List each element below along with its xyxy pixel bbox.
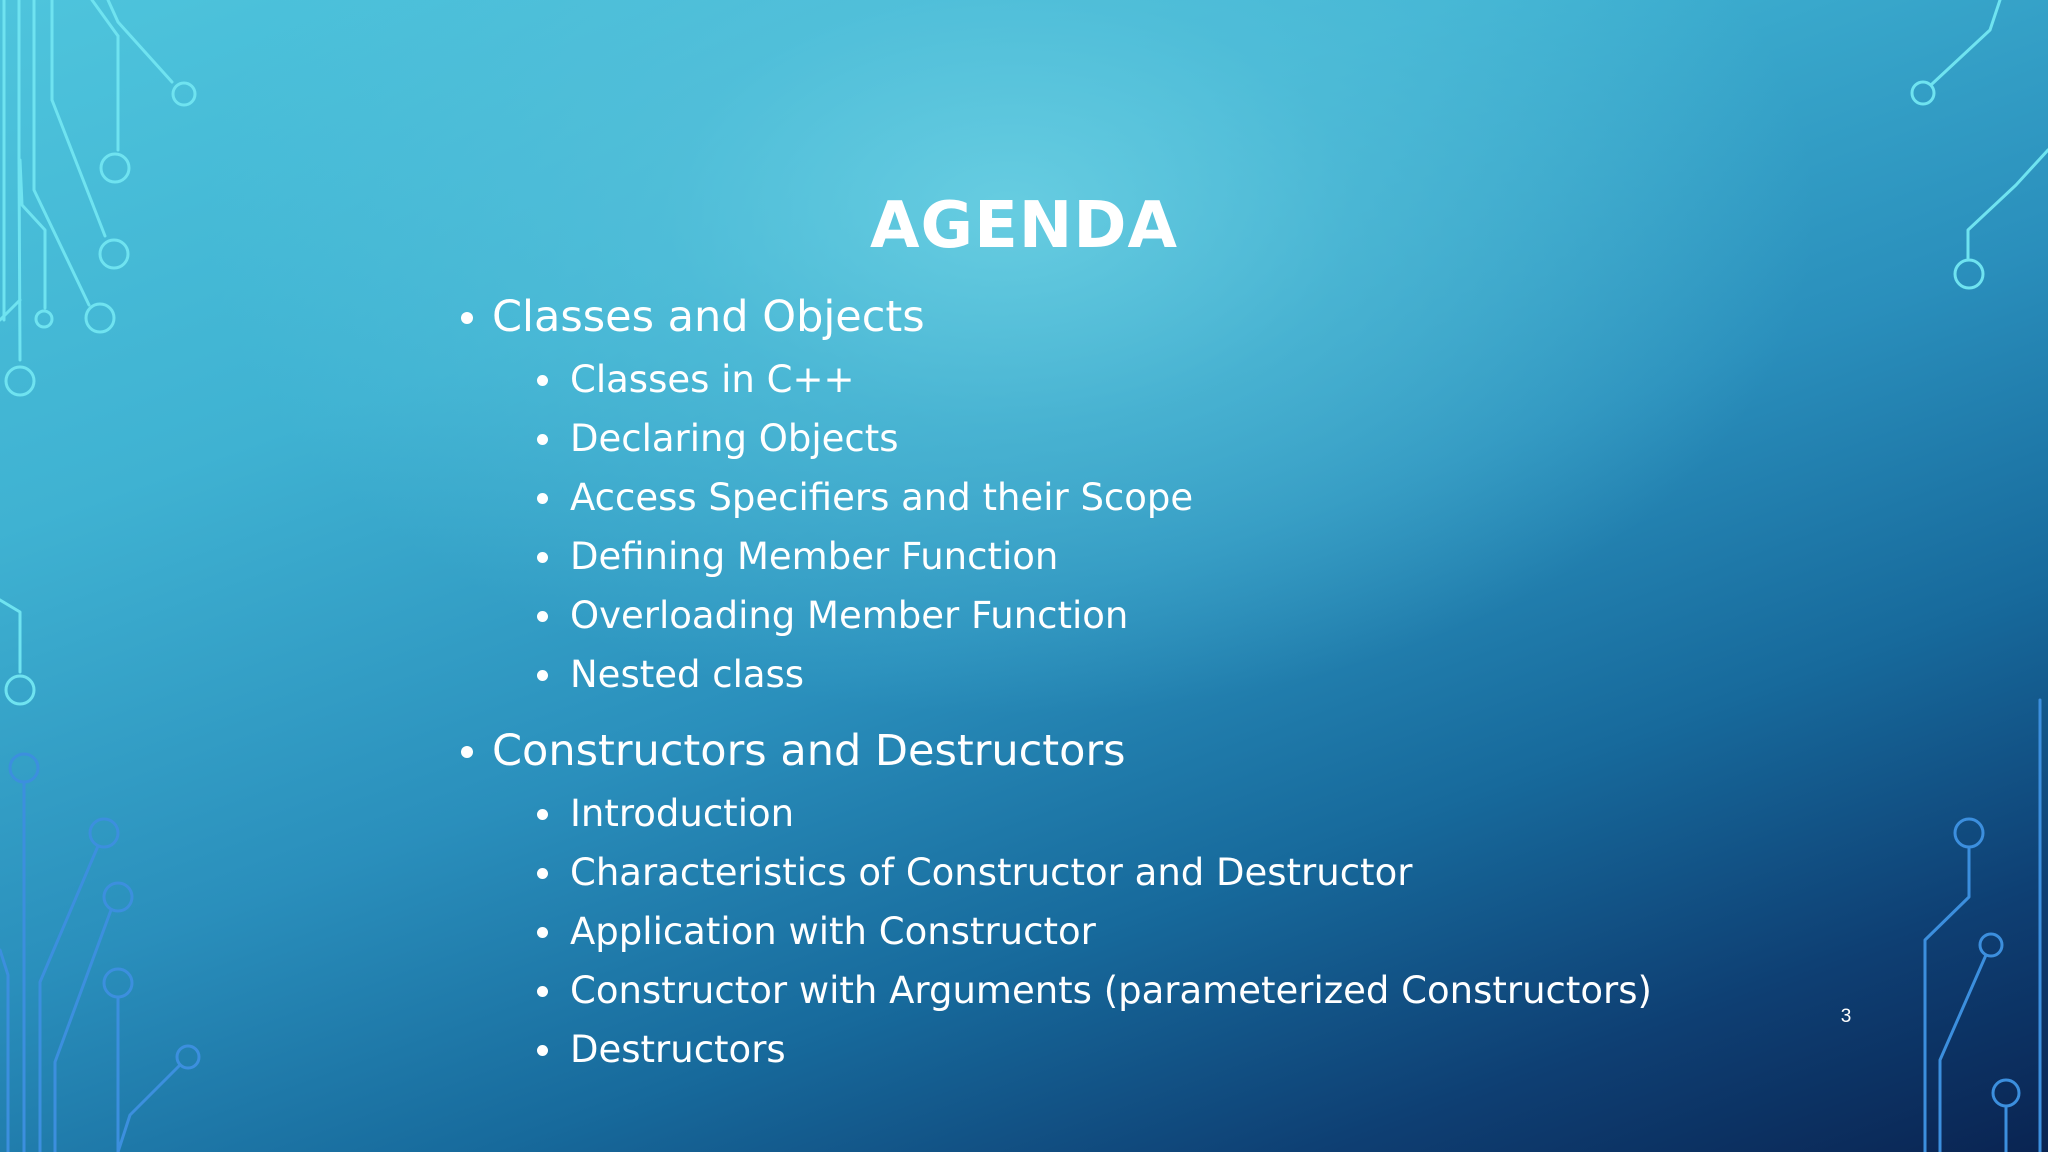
slide-title: AGENDA xyxy=(870,189,1178,263)
bullet-dot-icon xyxy=(461,312,473,324)
subitem-text: Access Specifiers and their Scope xyxy=(570,476,1194,519)
agenda-subitem xyxy=(570,969,1652,1012)
subitem-text: Nested class xyxy=(570,653,805,696)
bullet-dot-icon xyxy=(537,670,548,681)
agenda-subitem xyxy=(570,535,1058,578)
bullet-dot-icon xyxy=(537,927,548,938)
page-number: 3 xyxy=(1840,1006,1852,1027)
agenda-subitem xyxy=(570,594,1128,637)
subitem-text: Constructor with Arguments (parameterized Constructors) xyxy=(570,969,1652,1012)
agenda-subitem xyxy=(570,1028,786,1071)
bullet-dot-icon xyxy=(537,868,548,879)
section-heading-text: Constructors and Destructors xyxy=(492,726,1126,776)
agenda-subitem xyxy=(570,851,1412,894)
bullet-dot-icon xyxy=(537,493,548,504)
subitem-text: Defining Member Function xyxy=(570,535,1059,578)
agenda-subitem xyxy=(570,792,794,835)
subitem-text: Declaring Objects xyxy=(570,417,899,460)
section-heading-text: Classes and Objects xyxy=(492,292,925,342)
agenda-section-heading xyxy=(492,726,1126,776)
agenda-subitem xyxy=(570,476,1193,519)
bullet-dot-icon xyxy=(537,986,548,997)
agenda-subitem xyxy=(570,417,899,460)
subitem-text: Overloading Member Function xyxy=(570,594,1129,637)
bullet-dot-icon xyxy=(537,552,548,563)
subitem-text: Classes in C++ xyxy=(570,358,855,401)
subitem-text: Destructors xyxy=(570,1028,786,1071)
agenda-subitem xyxy=(570,358,854,401)
bullet-dot-icon xyxy=(537,809,548,820)
subitem-text: Characteristics of Constructor and Destructor xyxy=(570,851,1413,894)
bullet-dot-icon xyxy=(537,375,548,386)
bullet-dot-icon xyxy=(537,1045,548,1056)
subitem-text: Application with Constructor xyxy=(570,910,1096,953)
agenda-subitem xyxy=(570,910,1096,953)
bullet-dot-icon xyxy=(537,611,548,622)
bullet-dot-icon xyxy=(537,434,548,445)
bullet-dot-icon xyxy=(461,746,473,758)
agenda-section-heading xyxy=(492,292,925,342)
subitem-text: Introduction xyxy=(570,792,795,835)
agenda-subitem xyxy=(570,653,804,696)
